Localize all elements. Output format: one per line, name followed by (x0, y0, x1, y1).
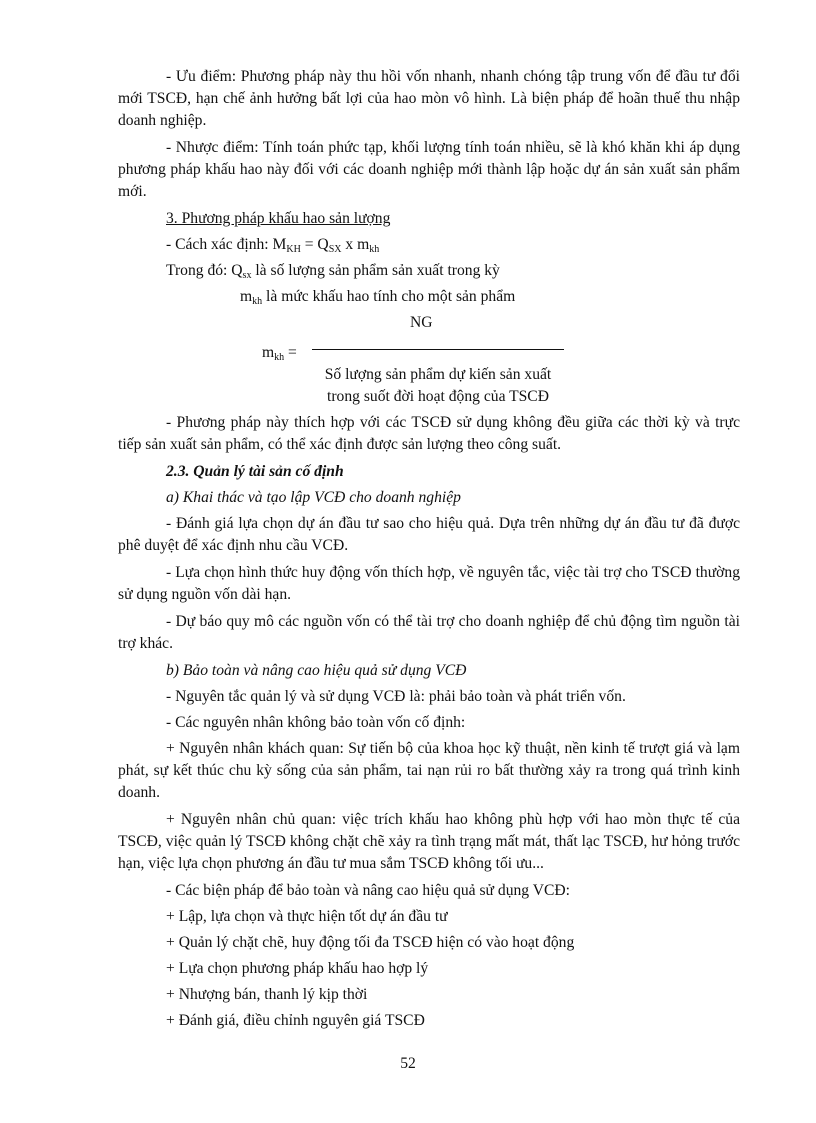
section-a-item-3: - Dự báo quy mô các nguồn vốn có thể tài trợ cho doanh nghiệp để chủ động tìm nguồn tài trợ khác. (118, 613, 740, 652)
subsection-b-heading (166, 660, 740, 682)
mkh-fraction-formula (166, 312, 740, 408)
formula-lhs-sub: kh (274, 352, 285, 363)
section-3-heading-text: 3. Phương pháp khấu hao sản lượng (166, 210, 391, 227)
where-sub: sx (242, 270, 252, 281)
measure-item: + Nhượng bán, thanh lý kịp thời (166, 986, 368, 1003)
section-2-3-heading-text: 2.3. Quản lý tài sản cố định (166, 463, 344, 480)
mkh-sub: kh (252, 296, 263, 307)
mkh-definition-line (166, 286, 740, 308)
formula-lhs-m: m (262, 344, 275, 361)
subsection-a-heading (166, 487, 740, 509)
where-line (166, 260, 740, 282)
disadvantages-paragraph: - Nhược điểm: Tính toán phức tạp, khối lượng tính toán nhiều, sẽ là khó khăn khi áp dụng phương pháp khấu hao này đối với các doanh nghiệp mới thành lập hoặc dự án sản xuất sản phẩm mới. (118, 139, 740, 200)
method-sub-kh: KH (286, 244, 301, 255)
section-a-item-2: - Lựa chọn hình thức huy động vốn thích hợp, về nguyên tắc, việc tài trợ cho TSCĐ thường sử dụng nguồn vốn dài hạn. (118, 564, 740, 603)
measure-item: + Đánh giá, điều chỉnh nguyên giá TSCĐ (166, 1012, 425, 1029)
method-sub-sx: SX (328, 244, 342, 255)
section-b-measures-intro: - Các biện pháp để bảo toàn và nâng cao hiệu quả sử dụng VCĐ: (166, 882, 570, 899)
section-b-item-1: - Nguyên tắc quản lý và sử dụng VCĐ là: phải bảo toàn và phát triển vốn. (166, 688, 626, 705)
method-prefix: - Cách xác định: M (166, 236, 287, 253)
mkh-m: m (240, 288, 253, 305)
fraction-bar (312, 349, 564, 350)
method-mid-2: x m (341, 236, 370, 253)
section-b-objective-causes: + Nguyên nhân khách quan: Sự tiến bộ của khoa học kỹ thuật, nền kinh tế trượt giá và lạm phát, sự kết thúc chu kỳ sống của sản phẩm, tai nạn rủi ro bất thường xảy ra trong quá trình kinh doanh. (118, 740, 740, 801)
subsection-b-heading-text: b) Bảo toàn và nâng cao hiệu quả sử dụng VCĐ (166, 662, 467, 679)
where-text: là số lượng sản phẩm sản xuất trong kỳ (251, 262, 500, 279)
measure-item: + Lập, lựa chọn và thực hiện tốt dự án đầu tư (166, 908, 448, 925)
method-sub-mkh: kh (369, 244, 380, 255)
advantages-paragraph: - Ưu điểm: Phương pháp này thu hồi vốn nhanh, nhanh chóng tập trung vốn để đầu tư đổi mới TSCĐ, hạn chế ảnh hưởng bất lợi của hao mòn vô hình. Là biện pháp để hoãn thuế thu nhập doanh nghiệp. (118, 68, 740, 129)
method-mid-1: = Q (300, 236, 329, 253)
formula-denominator-line-2: trong suốt đời hoạt động của TSCĐ (327, 388, 549, 405)
section-b-subjective-causes: + Nguyên nhân chủ quan: việc trích khấu hao không phù hợp với hao mòn thực tế của TSCĐ, việc quản lý TSCĐ không chặt chẽ xảy ra tình trạng mất mát, thất lạc TSCĐ, hư hỏng trước hạn, việc lựa chọn phương án đầu tư mua sắm TSCĐ không tối ưu... (118, 811, 740, 872)
section-b-item-2: - Các nguyên nhân không bảo toàn vốn cố định: (166, 714, 466, 731)
formula-denominator-line-1: Số lượng sản phẩm dự kiến sản xuất (324, 366, 552, 383)
measure-item: + Quản lý chặt chẽ, huy động tối đa TSCĐ hiện có vào hoạt động (166, 934, 575, 951)
formula-lhs (262, 342, 297, 364)
where-prefix: Trong đó: Q (166, 262, 243, 279)
method-note-paragraph: - Phương pháp này thích hợp với các TSCĐ sử dụng không đều giữa các thời kỳ và trực tiếp sản xuất sản phẩm, có thể xác định được sản lượng theo công suất. (118, 414, 740, 453)
subsection-a-heading-text: a) Khai thác và tạo lập VCĐ cho doanh nghiệp (166, 489, 461, 506)
formula-lhs-eq: = (284, 344, 297, 361)
section-a-item-1: - Đánh giá lựa chọn dự án đầu tư sao cho hiệu quả. Dựa trên những dự án đầu tư đã được phê duyệt để xác định nhu cầu VCĐ. (118, 515, 740, 554)
page-number: 52 (400, 1055, 416, 1072)
mkh-text: là mức khấu hao tính cho một sản phẩm (262, 288, 516, 305)
section-3-heading (166, 208, 740, 230)
formula-numerator: NG (410, 314, 433, 331)
document-page (118, 66, 740, 1036)
section-2-3-heading (166, 461, 740, 483)
method-formula-line (166, 234, 740, 256)
measure-item: + Lựa chọn phương pháp khấu hao hợp lý (166, 960, 429, 977)
